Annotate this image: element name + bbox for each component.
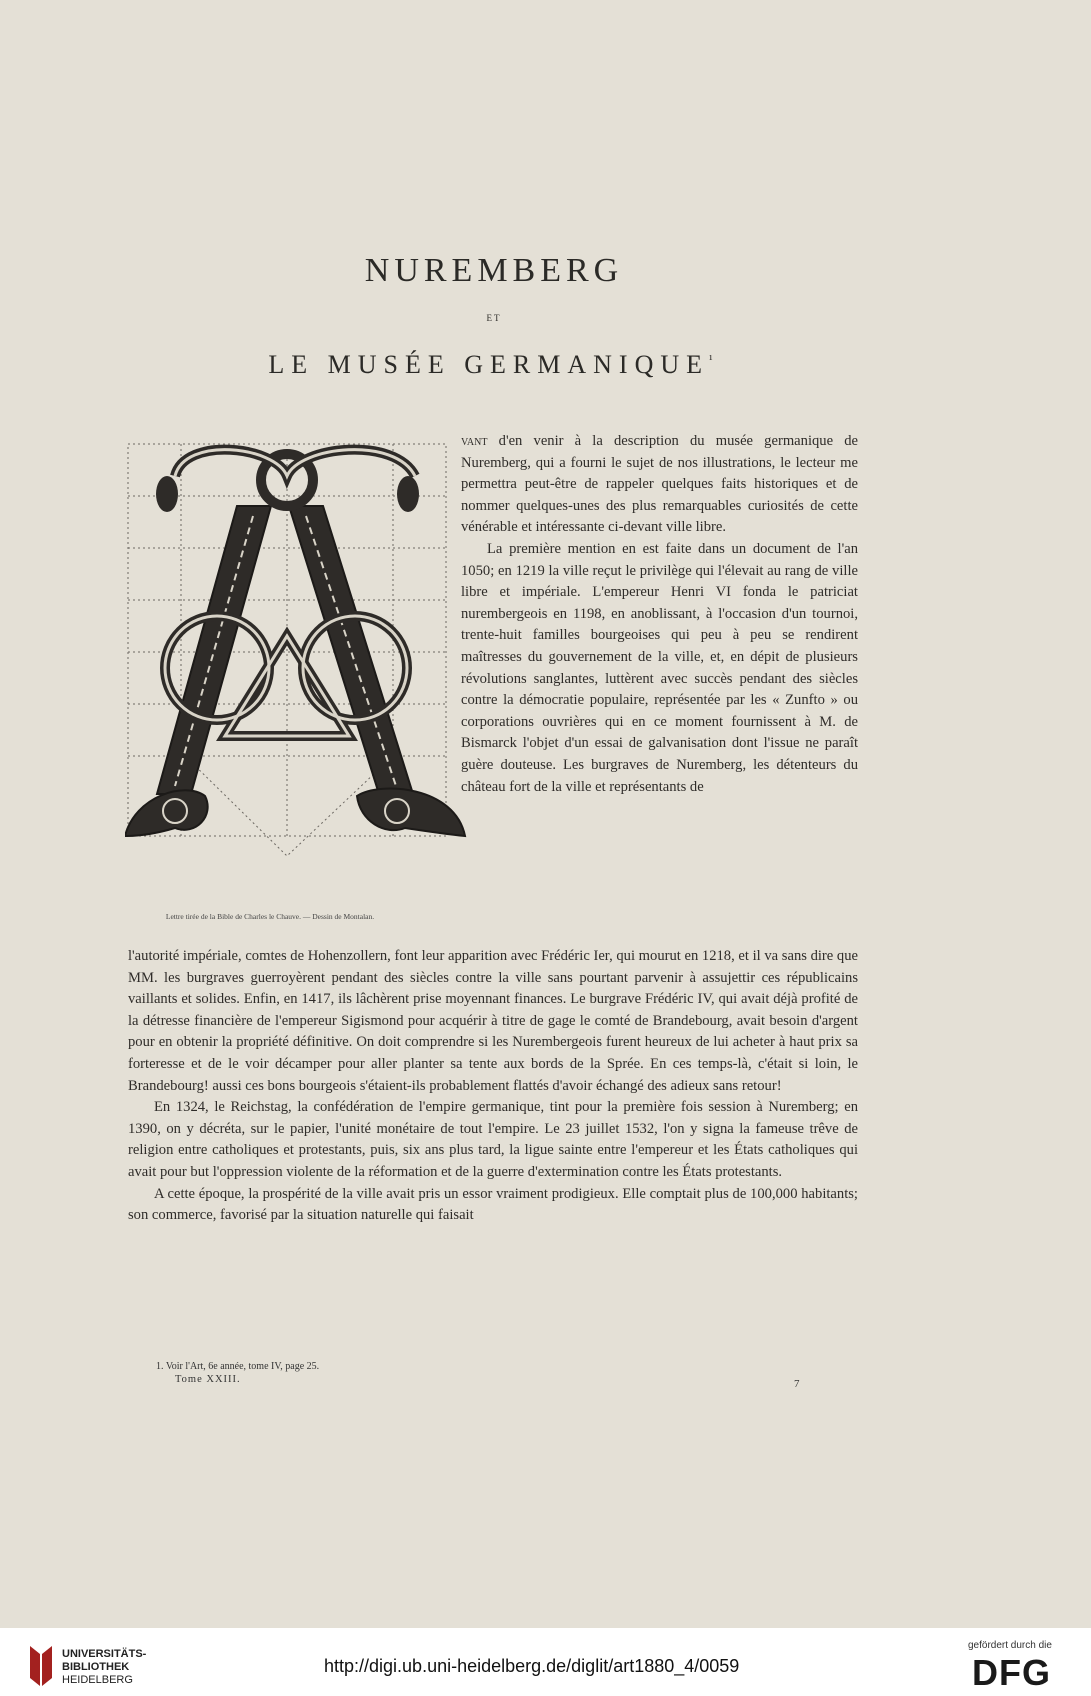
paragraph-1 xyxy=(461,431,858,539)
article-subtitle xyxy=(0,350,988,380)
paragraph-2b-text: l'autorité impériale, comtes de Hohenzollern, font leur apparition avec Frédéric Ier, qui mourut en 1218, et il va sans dire que MM. les burgraves guerroyèrent pendant des siècles contre la ville sans pourtant parvenir à assujettir ces républicains vaillants et solides. Enfin, en 1417, ils lâchèrent prise moyennant finances. Le burgrave Frédéric IV, qui avait déjà profité de la détresse financière de l'empereur Sigismond pour acquérir à titre de gage le comté de Brandebourg, avait besoin d'argent pour en obtenir la propriété définitive. On doit comprendre si les Nurembergeois furent heureux de lui acheter à haut prix sa forteresse et de le voir décamper pour aller planter sa tente aux bords de la Sprée. En ces temps-là, c'était si loin, le Brandebourg! aussi ces bons bourgeois s'étaient-ils probablement flattés d'avoir échangé des adieux sans retour! xyxy=(128,948,858,1094)
title-conjunction: ET xyxy=(486,313,502,323)
paragraph-3-text: En 1324, le Reichstag, la confédération de l'empire germanique, tint pour la première fois session à Nuremberg; en 1390, on y décréta, sur le papier, l'unité monétaire de tout l'empire. Le 23 juillet 1532, l'on y signa la fameuse trêve de religion entre catholiques et protestants, puis, six ans plus tard, la ligue sainte entre l'empereur et les États catholiques qui avait pour but l'oppression violente de la réformation et de la guerre d'extermination contre les États protestants. xyxy=(128,1099,858,1180)
figure-caption: Lettre tirée de la Bible de Charles le Chauve. — Dessin de Montalan. xyxy=(165,912,375,921)
tome-label: Tome XXIII. xyxy=(175,1374,241,1385)
subtitle-footnote-marker: ¹ xyxy=(709,352,720,367)
paragraph-2b xyxy=(128,946,858,1097)
paragraph-4 xyxy=(128,1184,858,1227)
library-line-3: HEIDELBERG xyxy=(62,1674,133,1686)
full-width-text xyxy=(128,946,858,1227)
digitization-footer-bar xyxy=(0,1628,1091,1696)
article-title: NUREMBERG xyxy=(364,252,624,289)
page-number: 7 xyxy=(794,1378,800,1390)
university-library-logo-icon xyxy=(30,1646,52,1690)
column-text xyxy=(461,431,858,993)
footnote: 1. Voir l'Art, 6e année, tome IV, page 25. xyxy=(156,1361,320,1372)
paragraph-2a-text: La première mention en est faite dans un document de l'an 1050; en 1219 la ville reçut le privilège qui l'élevait au rang de ville libre et impériale. L'empereur Henri VI fonda le patriciat nurembergeois en 1198, en anoblissant, à l'occasion d'un tournoi, trente-huit familles bourgeoises qui peu à peu se rendirent maîtresses du gouvernement de la ville, et, en dépit de plusieurs révolutions sanglantes, luttèrent avec succès pendant des siècles contre la démocratie populaire, représentée par les « Zunfto » ou corporations ouvrières qui en ce moment fournissent à M. de Bismarck l'objet d'un essai de galvanisation dont l'issue ne paraît guère douteuse. Les burgraves de Nuremberg, les détenteurs du château fort de la ville et représentants de xyxy=(461,540,858,795)
library-line-1: UNIVERSITÄTS- xyxy=(62,1648,147,1660)
funded-by-label: gefördert durch die xyxy=(968,1640,1052,1651)
source-url-link[interactable]: http://digi.ub.uni-heidelberg.de/diglit/art1880_4/0059 xyxy=(324,1656,740,1676)
subtitle-text: LE MUSÉE GERMANIQUE xyxy=(268,350,710,379)
ornamental-initial-a-figure xyxy=(125,436,505,910)
paragraph-4-text: A cette époque, la prospérité de la ville avait pris un essor vraiment prodigieux. Elle comptait plus de 100,000 habitants; son commerce, favorisé par la situation naturelle qui faisait xyxy=(128,1185,858,1224)
dfg-logo: DFG xyxy=(972,1652,1051,1693)
library-name xyxy=(62,1648,146,1687)
paragraph-3 xyxy=(128,1097,858,1183)
paragraph-2a xyxy=(461,539,858,798)
paragraph-1-text: d'en venir à la description du musée germanique de Nuremberg, qui a fourni le sujet de nos illustrations, le lecteur me permettra peut-être de rappeler quelques faits historiques et de nommer quelques-unes des plus remarquables curiosités de cette vénérable et intéressante ci-devant ville libre. xyxy=(461,433,859,536)
library-line-2: BIBLIOTHEK xyxy=(62,1661,130,1673)
drop-cap-word: vant xyxy=(461,433,488,449)
